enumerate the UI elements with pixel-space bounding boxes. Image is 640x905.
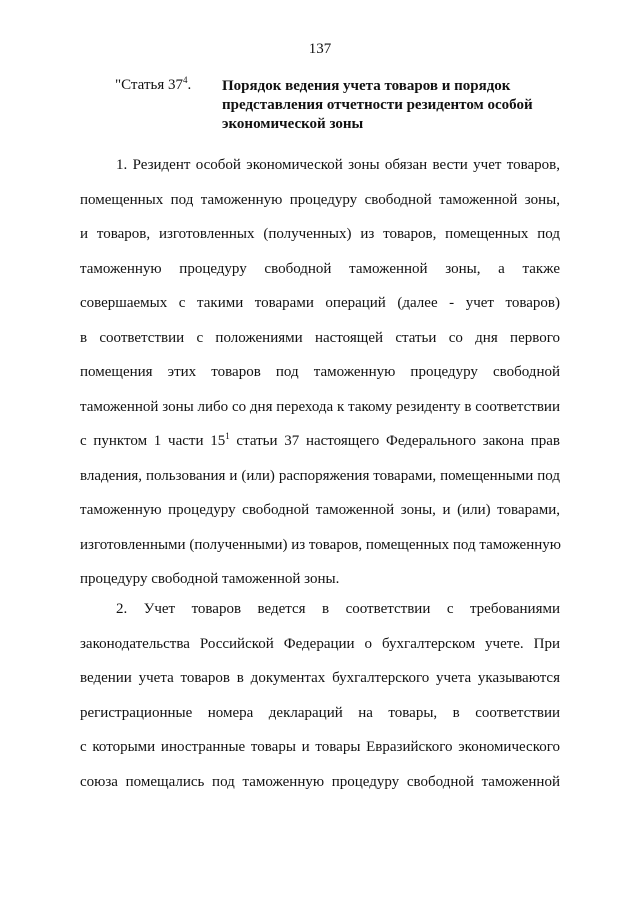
article-title-line: представления отчетности резидентом особой (222, 97, 533, 113)
paragraph-line-with-superscript (80, 424, 560, 459)
paragraph-line: владения, пользования и (или) распоряжения товарами, помещенными под (80, 467, 560, 484)
paragraph-line: таможенную процедуру свободной таможенной зоны, а также (80, 260, 560, 277)
paragraph-line: помещенных под таможенную процедуру свободной таможенной зоны, (80, 191, 560, 208)
article-label-prefix: "Статья 37 (115, 77, 183, 93)
line-text-after-superscript: статьи 37 настоящего Федерального закона прав (229, 433, 560, 449)
paragraph-1 (80, 148, 560, 597)
article-label-suffix: . (187, 77, 192, 93)
line-text-before-superscript: с пунктом 1 части 15 (80, 433, 226, 449)
paragraph-line: помещения этих товаров под таможенную процедуру свободной (80, 364, 560, 380)
page-number: 137 (308, 41, 332, 57)
paragraph-line: регистрационные номера деклараций на товары, в соответствии (80, 704, 560, 721)
article-title-line: Порядок ведения учета товаров и порядок (222, 78, 511, 94)
paragraph-line: в соответствии с положениями настоящей статьи со дня первого (80, 329, 560, 346)
article-label (115, 76, 191, 94)
article-label-superscript: 4 (182, 75, 188, 85)
paragraph-line: процедуру свободной таможенной зоны. (80, 571, 340, 587)
paragraph-line: таможенной зоны либо со дня перехода к такому резиденту в соответствии (80, 398, 560, 415)
paragraph-line: с которыми иностранные товары и товары Евразийского экономического (80, 739, 560, 755)
paragraph-2 (80, 592, 560, 799)
superscript: 1 (225, 431, 230, 441)
paragraph-line: и товаров, изготовленных (полученных) из товаров, помещенных под (80, 226, 560, 242)
paragraph-line: изготовленными (полученными) из товаров, помещенных под таможенную (80, 536, 561, 553)
paragraph-line: таможенную процедуру свободной таможенной зоны, и (или) товарами, (80, 502, 560, 518)
paragraph-line: ведении учета товаров в документах бухгалтерского учета указываются (80, 670, 560, 686)
paragraph-line: законодательства Российской Федерации о бухгалтерском учете. При (80, 635, 560, 652)
paragraph-line: союза помещались под таможенную процедуру свободной таможенной (80, 773, 560, 790)
article-title-line: экономической зоны (222, 116, 364, 132)
article-title (222, 77, 552, 134)
paragraph-line: совершаемых с такими товарами операций (далее - учет товаров) (80, 295, 560, 311)
paragraph-line: 2. Учет товаров ведется в соответствии с требованиями (116, 601, 560, 617)
paragraph-line: 1. Резидент особой экономической зоны обязан вести учет товаров, (116, 157, 560, 173)
